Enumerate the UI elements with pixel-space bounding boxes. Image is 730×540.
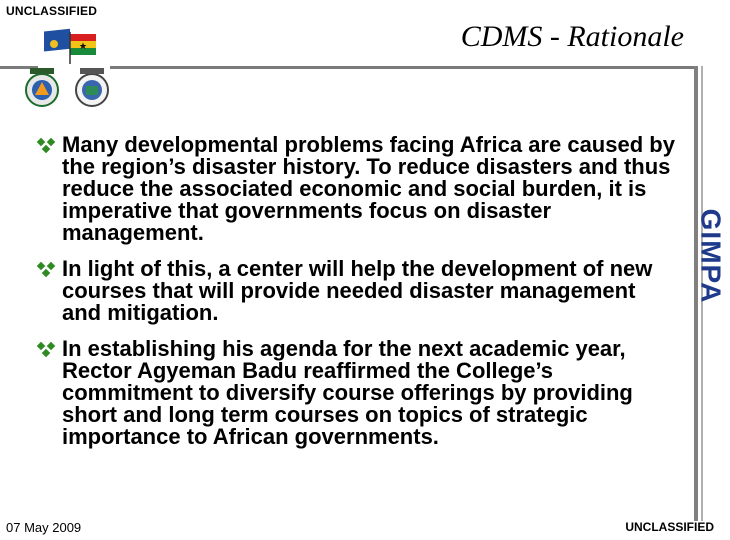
logo-cluster	[20, 28, 116, 112]
side-label	[690, 196, 730, 316]
nadmo-emblem-icon	[26, 68, 58, 106]
flag-left-icon	[44, 29, 70, 52]
slide-title: CDMS - Rationale	[460, 20, 684, 53]
side-label-text: GIMPA	[695, 208, 727, 304]
bullet-text: In establishing his agenda for the next academic year, Rector Agyeman Badu reaffirmed the College’s commitment to diversify course offerings by providing short and long term courses on topics of strategic importance to African governments.	[62, 336, 633, 449]
classification-bottom: UNCLASSIFIED	[625, 520, 714, 534]
gimpa-emblem-icon	[76, 68, 108, 106]
diamond-bullet-icon	[36, 136, 58, 156]
header-rule	[110, 66, 694, 69]
bullet-text: Many developmental problems facing Africa are caused by the region’s disaster history. To reduce disasters and thus reduce the associated economic and social burden, it is imperative that governments focus on disaster management.	[62, 132, 675, 245]
bullet-item	[36, 134, 676, 244]
diamond-bullet-icon	[36, 260, 58, 280]
footer-date: 07 May 2009	[6, 520, 82, 535]
classification-top: UNCLASSIFIED	[6, 4, 98, 18]
flag-right-icon	[70, 34, 96, 55]
diamond-bullet-icon	[36, 340, 58, 360]
bullet-text: In light of this, a center will help the development of new courses that will provide needed disaster management and mitigation.	[62, 256, 653, 325]
bullet-list	[36, 134, 676, 462]
bullet-item	[36, 338, 676, 448]
bullet-item	[36, 258, 676, 324]
